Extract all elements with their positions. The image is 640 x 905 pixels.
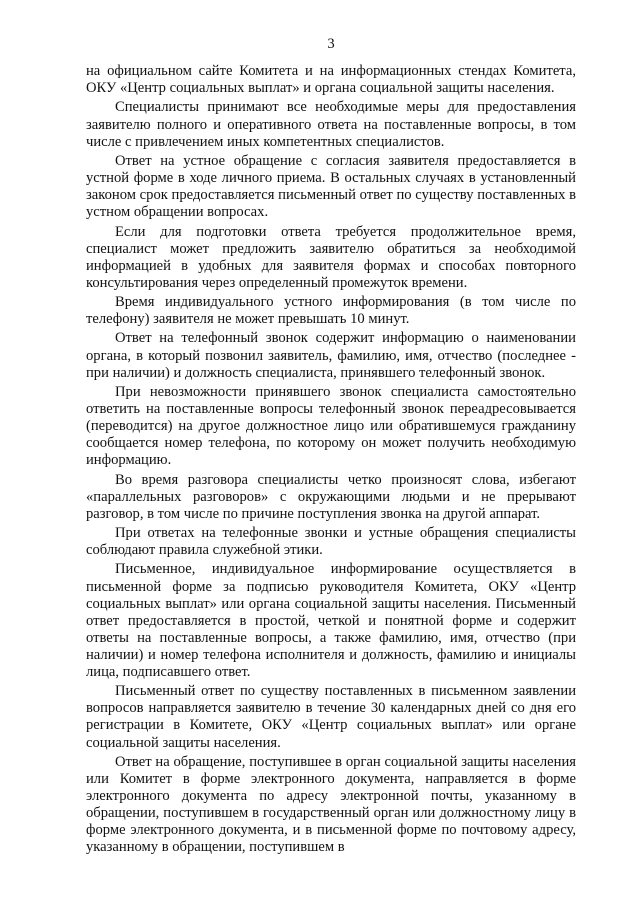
paragraph-phone-answer: Ответ на телефонный звонок содержит информацию о наименовании органа, в который позвонил заявитель, фамилию, имя, отчество (последнее - при наличии) и должность специалиста, принявшего телефонный звонок. xyxy=(86,330,576,381)
paragraph-service-ethics: При ответах на телефонные звонки и устные обращения специалисты соблюдают правила служебной этики. xyxy=(86,525,576,559)
paragraph-written-answer-deadline: Письменный ответ по существу поставленных в письменном заявлении вопросов направляется заявителю в течение 30 календарных дней со дня его регистрации в Комитете, ОКУ «Центр социальных выплат» или органе социальной защиты населения. xyxy=(86,683,576,751)
paragraph-call-redirect: При невозможности принявшего звонок специалиста самостоятельно ответить на поставленные вопросы телефонный звонок переадресовывается (переводится) на другое должностное лицо или обратившемуся гражданину сообщается номер телефона, по которому он может получить необходимую информацию. xyxy=(86,383,576,469)
paragraph-long-preparation: Если для подготовки ответа требуется продолжительное время, специалист может предложить заявителю обратиться за необходимой информацией в удобных для заявителя формах и способах повторного консультирования через определенный промежуток времени. xyxy=(86,223,576,291)
paragraph-conversation-rules: Во время разговора специалисты четко произносят слова, избегают «параллельных разговоров» с окружающими людьми и не прерывают разговор, в том числе по причине поступления звонка на другой аппарат. xyxy=(86,471,576,522)
paragraph-written-info: Письменное, индивидуальное информирование осуществляется в письменной форме за подписью руководителя Комитета, ОКУ «Центр социальных выплат» или органа социальной защиты населения. Письменный ответ предоставляется в простой, четкой и понятной форме и содержит ответы на поставленные вопросы, а также фамилию, имя, отчество (при наличии) и номер телефона исполнителя и должность, фамилию и инициалы лица, подписавшего ответ. xyxy=(86,561,576,680)
paragraph-specialists-measures: Специалисты принимают все необходимые меры для предоставления заявителю полного и оперативного ответа на поставленные вопросы, в том числе с привлечением иных компетентных специалистов. xyxy=(86,99,576,150)
paragraph-time-limit: Время индивидуального устного информирования (в том числе по телефону) заявителя не может превышать 10 минут. xyxy=(86,294,576,328)
paragraph-oral-answer: Ответ на устное обращение с согласия заявителя предоставляется в устной форме в ходе личного приема. В остальных случаях в установленный законом срок предоставляется письменный ответ по существу поставленных в устном обращении вопросах. xyxy=(86,152,576,221)
document-page xyxy=(86,36,576,859)
paragraph-electronic-answer: Ответ на обращение, поступившее в орган социальной защиты населения или Комитет в форме электронного документа, направляется в форме электронного документа по адресу электронной почты, указанному в обращении, поступившем в государственный орган или должностному лицу в форме электронного документа, и в письменной форме по почтовому адресу, указанному в обращении, поступившем в xyxy=(86,753,576,856)
page-number: 3 xyxy=(327,36,335,52)
paragraph-continuation: на официальном сайте Комитета и на информационных стендах Комитета, ОКУ «Центр социальных выплат» и органа социальной защиты населения. xyxy=(86,63,576,97)
